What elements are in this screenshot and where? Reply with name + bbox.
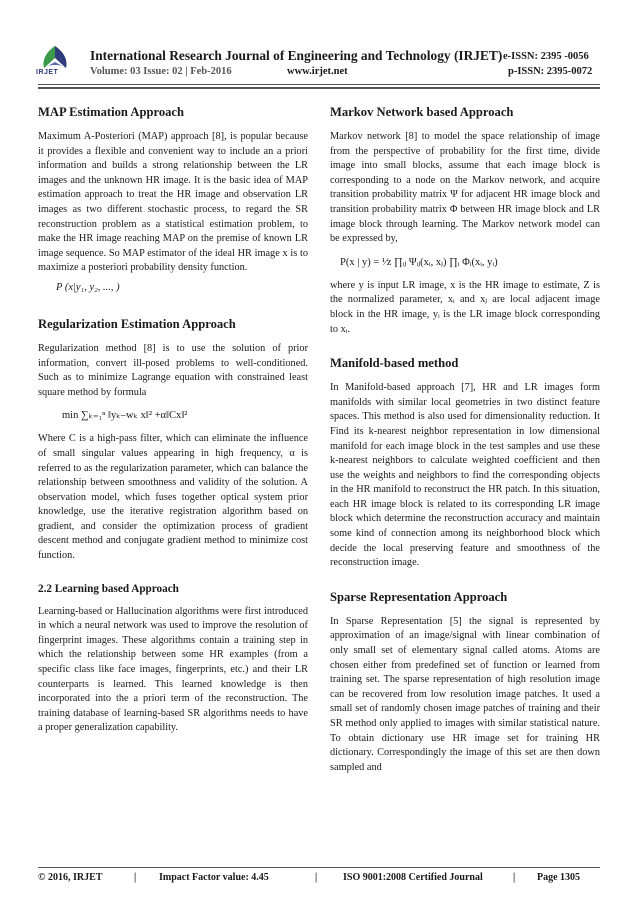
- volume-issue: Volume: 03 Issue: 02 | Feb-2016: [90, 66, 232, 77]
- journal-website: www.irjet.net: [287, 66, 348, 77]
- section-title-regularization: Regularization Estimation Approach: [38, 316, 236, 331]
- e-issn: e-ISSN: 2395 -0056: [503, 51, 589, 62]
- footer-copyright: © 2016, IRJET: [38, 872, 103, 883]
- paragraph-learning: Learning-based or Hallucination algorithms were first introduced in which a neural network was used to improve the resolution of fingerprint images. These algorithms contain a training step in which the relationship between some HR examples (from a specific class like face images, fingerprints, etc.) and their LR counterparts is learned. This learned knowledge is then incorporated into the a priori term of the reconstruction. The training database of learning-based SR algorithms needs to have a proper generalization capability.: [38, 605, 308, 734]
- footer-iso: ISO 9001:2008 Certified Journal: [343, 872, 483, 883]
- equation-map-text: P (x|y₁, y₂, ..., ): [56, 281, 120, 293]
- equation-map: [38, 280, 308, 296]
- right-column: [330, 104, 600, 779]
- section-title-markov: Markov Network based Approach: [330, 105, 514, 119]
- header-rule: [38, 84, 600, 85]
- left-column: [38, 104, 308, 740]
- paragraph-manifold: In Manifold-based approach [7], HR and LR images form manifolds with similar local geometries in two distinct feature spaces. This method is also used for dimensionality reduction. It Find its k-nearest neighbor representation in low dimensional manifold for each image block in the test samples and use these k-nearest neighbors to calculate weighted coefficient and then use the weights and neighbors to find the corresponding objects in the HR manifold to reconstruct the HR patch. In this situation, each HR image block is related to its corresponding LR image block which determine the reconstruction accuracy and maintain some kind of connection among its neighborhood block which decide the local preserving feature and smoothness of the reconstruction image.: [330, 382, 600, 569]
- paragraph-regularization-2: Where C is a high-pass filter, which can eliminate the influence of small singular values appearing in high frequency, α is referred to as the regularization parameter, which can balance the relationship between smoothness and validity of the solution. A observation model, which fuses together optical system prior knowledge, use the iterative registration algorithm based on gradient, and consider the optimization process of gradient descent method and conjugate gradient method to minimize cost function.: [38, 433, 308, 562]
- footer-page-number: Page 1305: [537, 872, 581, 883]
- equation-regularization: min ∑ₖ₌₁ⁿ ‖yₖ–wₖ x‖² +α‖Cx‖²: [62, 410, 188, 422]
- footer-separator: |: [134, 872, 137, 883]
- paragraph-regularization: Regularization method [8] is to use the solution of prior information, convert ill-posed problems to well-conditioned. Such as to minimize Lagrange equation with constrained least square method by formula: [38, 342, 308, 398]
- page-footer: [38, 872, 600, 888]
- paragraph-markov: Markov network [8] to model the space relationship of image from the perspective of probability for the first time, divide image into small blocks, assume that each image block is corresponding to a node on the Markov network, and acquire transition probability matrix Ψ for adjacent HR image block and transition probability matrix Φ between HR image block and LR image block through learning. The Markov network model can be expressed by,: [330, 131, 600, 245]
- equation-markov: P(x | y) = ¹⁄z ∏ᵢⱼ Ψᵢⱼ(xᵢ, xⱼ) ∏ᵢ Φᵢ(xᵢ, yᵢ): [340, 256, 498, 268]
- section-title-learning: 2.2 Learning based Approach: [38, 582, 179, 595]
- footer-separator: |: [315, 872, 318, 883]
- section-title-map: MAP Estimation Approach: [38, 105, 185, 119]
- logo-text: IRJET: [36, 69, 59, 76]
- journal-title: International Research Journal of Engineering and Technology (IRJET): [90, 48, 503, 63]
- footer-rule: [38, 867, 600, 868]
- paragraph-markov-2: where y is input LR image, x is the HR image to estimate, Z is the normalized parameter, xᵢ and xⱼ are local adjacent image block in the HR image, yᵢ is the LR image block corresponding to xᵢ.: [330, 279, 600, 335]
- paragraph-map: Maximum A-Posteriori (MAP) approach [8], is popular because it provides a flexible and convenient way to include an a priori information and builds a strong relationship between the LR images and the unknown HR image. It is the basic idea of MAP estimation approach to treat the HR image and observation LR images as two different stochastic process, to regard the SR reconstruction problem as a statistical estimation problem, to make the HR image reaching MAP on the premise of known LR image sequence. So MAP estimator of the ideal HR image x is to maximize a posteriori probability density function.: [38, 131, 308, 274]
- header-rule-thick: [38, 87, 600, 89]
- page-header: [0, 0, 638, 82]
- section-title-sparse: Sparse Representation Approach: [330, 589, 508, 604]
- p-issn: p-ISSN: 2395-0072: [508, 66, 593, 77]
- section-title-manifold: Manifold-based method: [330, 356, 459, 371]
- paragraph-sparse: In Sparse Representation [5] the signal is represented by approximation of an image/signal with linear combination of only small set of elementary signal called atoms. Atoms are chosen either from predefined set of function or learned from training set. The sparse representation of high resolution image can be recovered from low resolution image patches. It used a small set of randomly chosen image patches of training and their SR method only applied to images with similar statistical nature. To obtain dictionary use HR image set for training HR dictionary. Correspondingly the image of this set are then down sampled and: [330, 615, 600, 773]
- footer-separator: |: [513, 872, 516, 883]
- footer-impact-factor: Impact Factor value: 4.45: [159, 872, 269, 883]
